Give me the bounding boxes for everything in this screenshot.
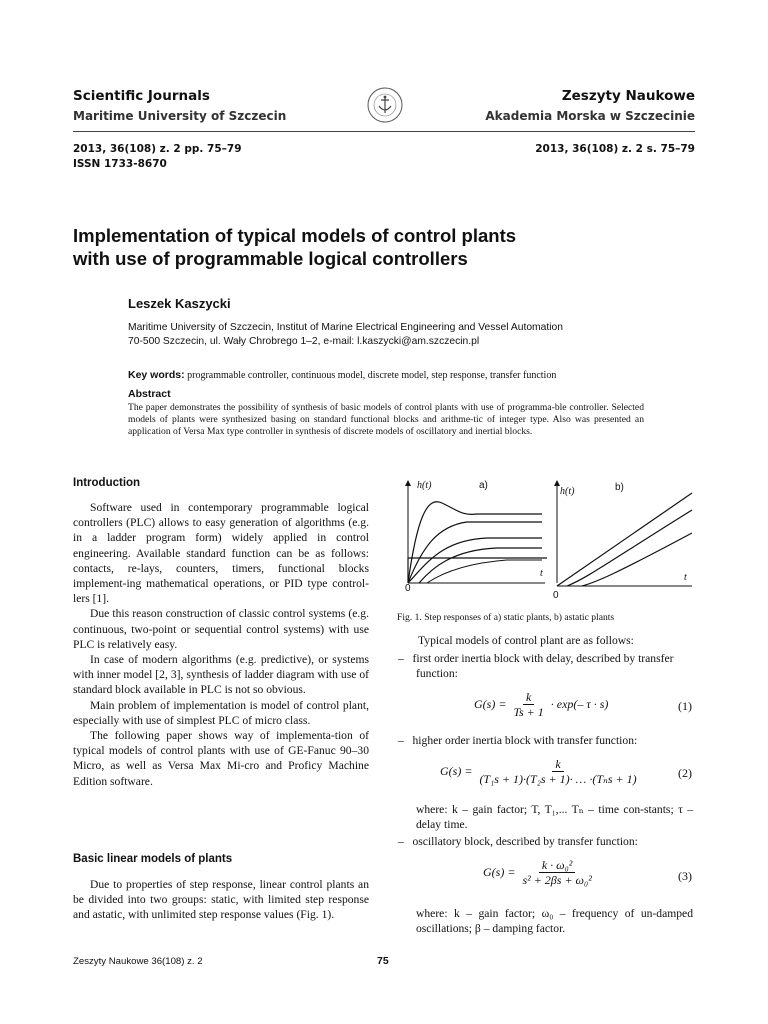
paper-title [73, 224, 693, 270]
model-item-text: oscillatory block, described by transfer function: [412, 835, 638, 848]
affiliation-line2: 70-500 Szczecin, ul. Wały Chrobrego 1–2, e-mail: l.kaszycki@am.szczecin.pl [128, 336, 480, 347]
eq1-number: (1) [678, 699, 692, 713]
abstract-text: The paper demonstrates the possibility of synthesis of basic models of control plants with use of programma-ble controller. Selected models of plants were synthesized basing on standard functional blocks and arithme-tic of integer type. Also was presented an application of Versa Max type controller in synthesis of discrete models of oscillatory and inertial blocks. [128, 402, 644, 438]
fig1b-ylabel: h(t) [560, 486, 575, 497]
model-item-text: first order inertia block with delay, described by transfer function: [412, 652, 674, 681]
eq3-lhs: G(s) = [483, 865, 516, 879]
fig1b-origin: 0 [553, 590, 559, 601]
basic-models-body [73, 877, 369, 923]
eq1-denominator: Ts + 1 [513, 705, 544, 719]
equation-3 [483, 858, 595, 887]
university-seal-icon [366, 86, 404, 124]
eq2-where: where: k – gain factor; T, T₁,... Tₙ – time con-stants; τ – delay time. [416, 803, 693, 832]
journal-title-en: Scientific Journals [73, 88, 210, 104]
header-rule [73, 131, 695, 132]
fig1b-tag: b) [615, 482, 624, 493]
intro-paragraph: Due this reason construction of classic control systems (e.g. continuous, two-point or sequential control systems) with use PLC is relatively easy. [73, 607, 369, 651]
paper-title-line1: Implementation of typical models of control plants [73, 225, 517, 246]
intro-paragraph: Main problem of implementation is model of control plant, especially with use of simplest PLC of micro class. [73, 698, 369, 727]
figure-caption: Fig. 1. Step responses of a) static plants, b) astatic plants [397, 612, 615, 623]
fig1a-xlabel: t [540, 568, 543, 579]
eq2-lhs: G(s) = [440, 764, 473, 778]
affiliation [128, 321, 688, 349]
keywords-label: Key words: [128, 369, 185, 381]
list-dash: – [398, 734, 404, 747]
intro-paragraph: In case of modern algorithms (e.g. predictive), or systems with inner model [2, 3], synthesis of ladder diagram with use of standard block available in PLC is not so obvious. [73, 653, 369, 697]
basic-models-heading: Basic linear models of plants [73, 853, 233, 865]
intro-body [73, 500, 369, 789]
figure-1a [405, 480, 547, 583]
eq1-tail: · exp(– τ · s) [550, 697, 609, 711]
eq2-denominator: (T₁s + 1)·(T₂s + 1)· … ·(Tₙs + 1) [479, 772, 637, 786]
eq1-numerator: k [523, 690, 534, 705]
figure-1 [397, 478, 697, 604]
model-item-oscillatory [398, 834, 711, 849]
eq1-fraction [510, 690, 546, 719]
eq3-number: (3) [678, 869, 692, 883]
abstract-heading: Abstract [128, 388, 171, 400]
issn: ISSN 1733-8670 [73, 158, 167, 170]
fig1a-ylabel: h(t) [417, 480, 432, 491]
model-item-higher-order [398, 733, 711, 748]
list-dash: – [398, 652, 404, 665]
keywords-text: programmable controller, continuous model, discrete model, step response, transfer function [187, 370, 557, 381]
intro-heading: Introduction [73, 477, 141, 489]
citation-en: 2013, 36(108) z. 2 pp. 75–79 [73, 143, 242, 155]
eq3-numerator: k · ω₀² [539, 858, 576, 873]
fig1a-origin: 0 [405, 583, 411, 594]
eq3-fraction [519, 858, 594, 887]
footer-journal: Zeszyty Naukowe 36(108) z. 2 [73, 956, 203, 967]
page-number: 75 [377, 955, 389, 967]
list-dash: – [398, 835, 404, 848]
eq3-where: where: k – gain factor; ω₀ – frequency of un-damped oscillations; β – damping factor. [416, 907, 693, 936]
model-item-text: higher order inertia block with transfer function: [412, 734, 638, 747]
models-intro: Typical models of control plant are as follows: [418, 634, 634, 647]
fig1a-tag: a) [479, 480, 488, 491]
intro-paragraph: The following paper shows way of implementa-tion of typical models of control plants with use of GE-Fanuc 90–30 Micro, as well as Versa Max Mi-cro and Proficy Machine Edition software. [73, 729, 369, 788]
citation-pl: 2013, 36(108) z. 2 s. 75–79 [535, 143, 695, 155]
model-item-first-order [398, 651, 711, 681]
keywords [128, 369, 698, 381]
journal-subtitle-en: Maritime University of Szczecin [73, 109, 287, 123]
journal-subtitle-pl: Akademia Morska w Szczecinie [485, 109, 695, 123]
figure-1b [554, 480, 692, 586]
eq1-lhs: G(s) = [474, 697, 507, 711]
fig1b-xlabel: t [684, 572, 687, 583]
eq2-number: (2) [678, 766, 692, 780]
journal-title-pl: Zeszyty Naukowe [561, 88, 695, 104]
eq2-numerator: k [552, 757, 563, 772]
basic-paragraph: Due to properties of step response, linear control plants an be divided into two groups: static, with limited step response and astatic, with unlimited step response values (Fig. 1). [73, 878, 369, 922]
paper-title-line2: with use of programmable logical controllers [73, 248, 468, 269]
eq3-denominator: s² + 2βs + ω₀² [522, 873, 592, 887]
equation-2 [440, 757, 640, 786]
intro-paragraph: Software used in contemporary programmable logical controllers (PLC) allows to easy generation of algorithms (e.g. in a ladder program form) widely applied in control engineering. Available standard function can be as follows: contacts, re-lays, counters, timers, functional blocks implement-ing mathematical operations, or PID type control-lers [1]. [73, 501, 369, 606]
author-name: Leszek Kaszycki [128, 296, 231, 311]
eq2-fraction [476, 757, 639, 786]
equation-1 [474, 690, 608, 719]
affiliation-line1: Maritime University of Szczecin, Institut of Marine Electrical Engineering and Vessel Automation [128, 322, 563, 333]
